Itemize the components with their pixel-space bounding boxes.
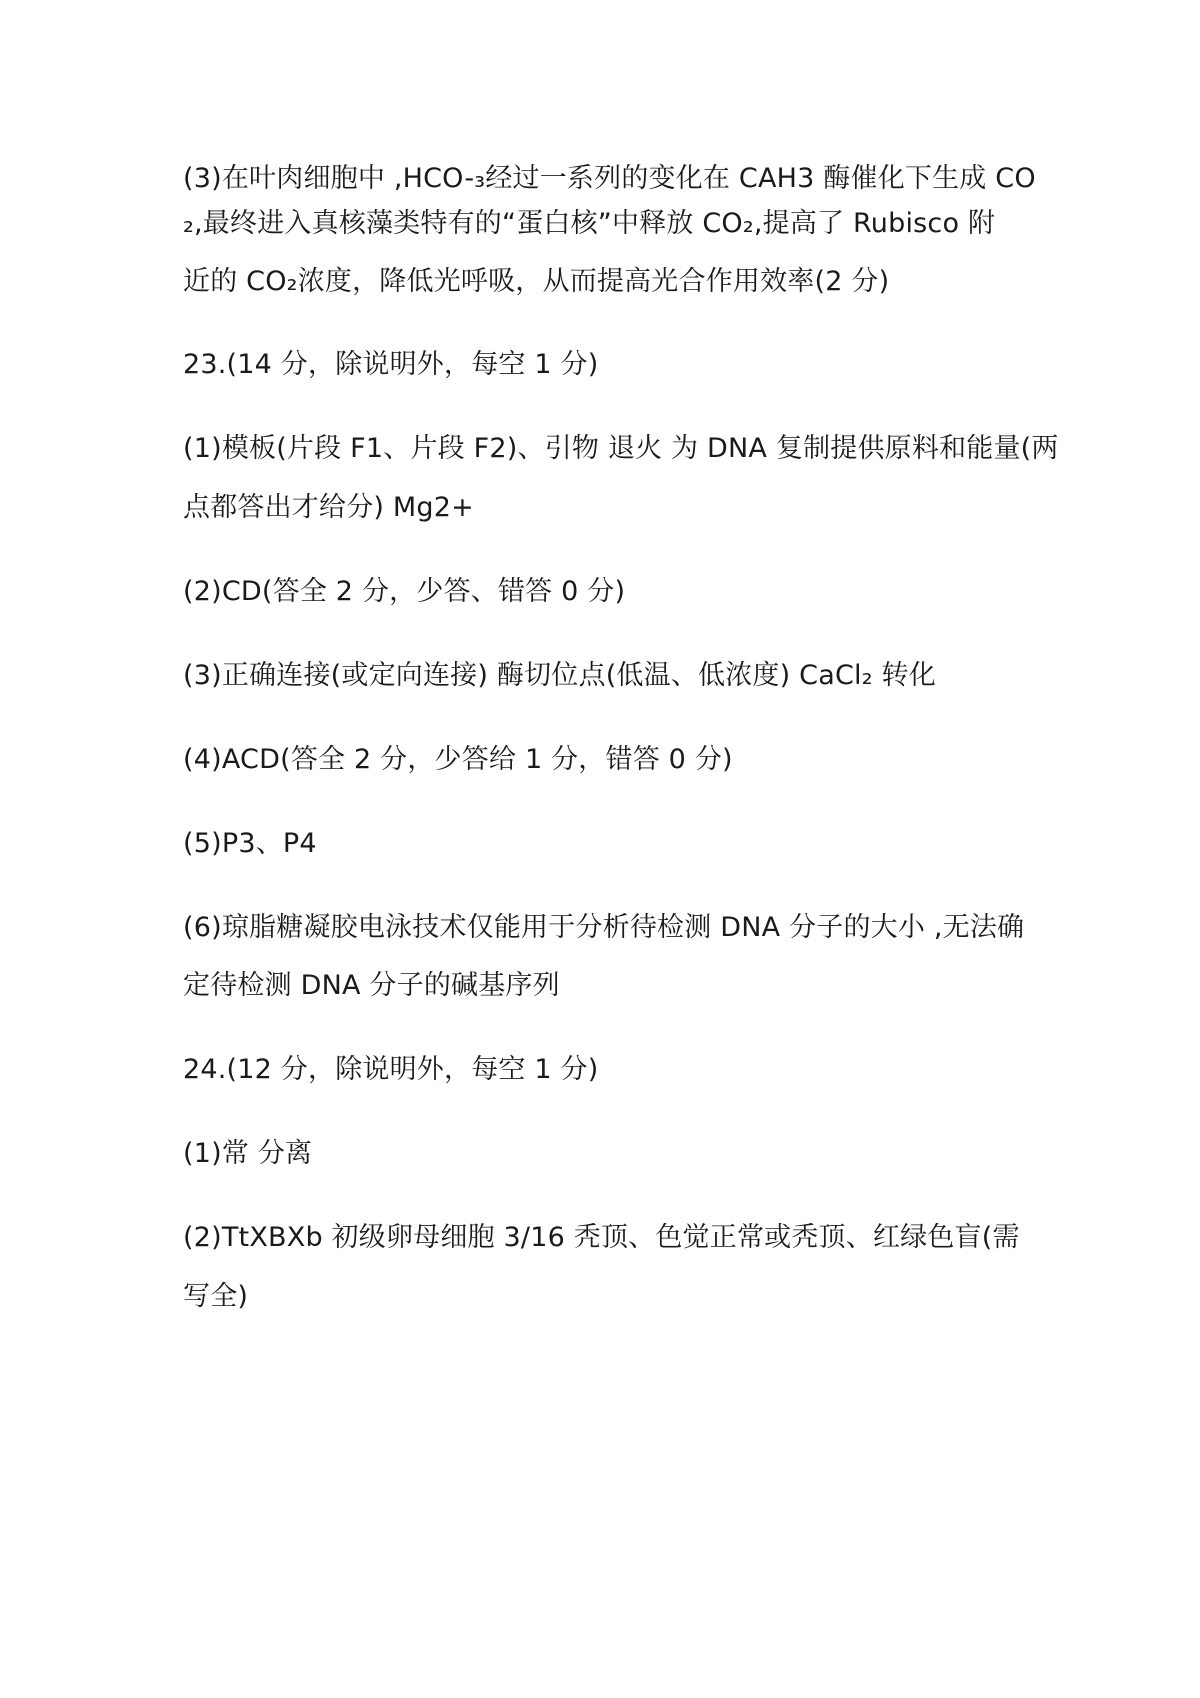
answer-23-1-line-2: 点都答出才给分) Mg2+ bbox=[183, 492, 474, 523]
answer-23-6-line-1: (6)琼脂糖凝胶电泳技术仅能用于分析待检测 DNA 分子的大小 ,无法确 bbox=[183, 912, 1025, 943]
answer-24-2-line-1: (2)TtXBXb 初级卵母细胞 3/16 秃顶、色觉正常或秃顶、红绿色盲(需 bbox=[183, 1222, 1020, 1253]
answer-23-2: (2)CD(答全 2 分，少答、错答 0 分) bbox=[183, 576, 626, 607]
question-23-header: 23.(14 分，除说明外，每空 1 分) bbox=[183, 349, 599, 380]
answer-24-1: (1)常 分离 bbox=[183, 1138, 313, 1169]
question-24-header: 24.(12 分，除说明外，每空 1 分) bbox=[183, 1054, 599, 1085]
answer-23-1-line-1: (1)模板(片段 F1、片段 F2)、引物 退火 为 DNA 复制提供原料和能量(两 bbox=[183, 433, 1059, 464]
answer-23-5: (5)P3、P4 bbox=[183, 828, 317, 859]
answer-22-3-line-2: ₂,最终进入真核藻类特有的“蛋白核”中释放 CO₂,提高了 Rubisco 附 bbox=[183, 208, 996, 239]
answer-22-3-line-3: 近的 CO₂浓度，降低光呼吸，从而提高光合作用效率(2 分) bbox=[183, 266, 890, 297]
answer-23-6-line-2: 定待检测 DNA 分子的碱基序列 bbox=[183, 970, 560, 1001]
answer-23-3: (3)正确连接(或定向连接) 酶切位点(低温、低浓度) CaCl₂ 转化 bbox=[183, 660, 936, 691]
answer-24-2-line-2: 写全) bbox=[183, 1281, 249, 1312]
answer-23-4: (4)ACD(答全 2 分，少答给 1 分，错答 0 分) bbox=[183, 744, 733, 775]
answer-22-3-line-1: (3)在叶肉细胞中 ,HCO-₃经过一系列的变化在 CAH3 酶催化下生成 CO bbox=[183, 163, 1036, 194]
